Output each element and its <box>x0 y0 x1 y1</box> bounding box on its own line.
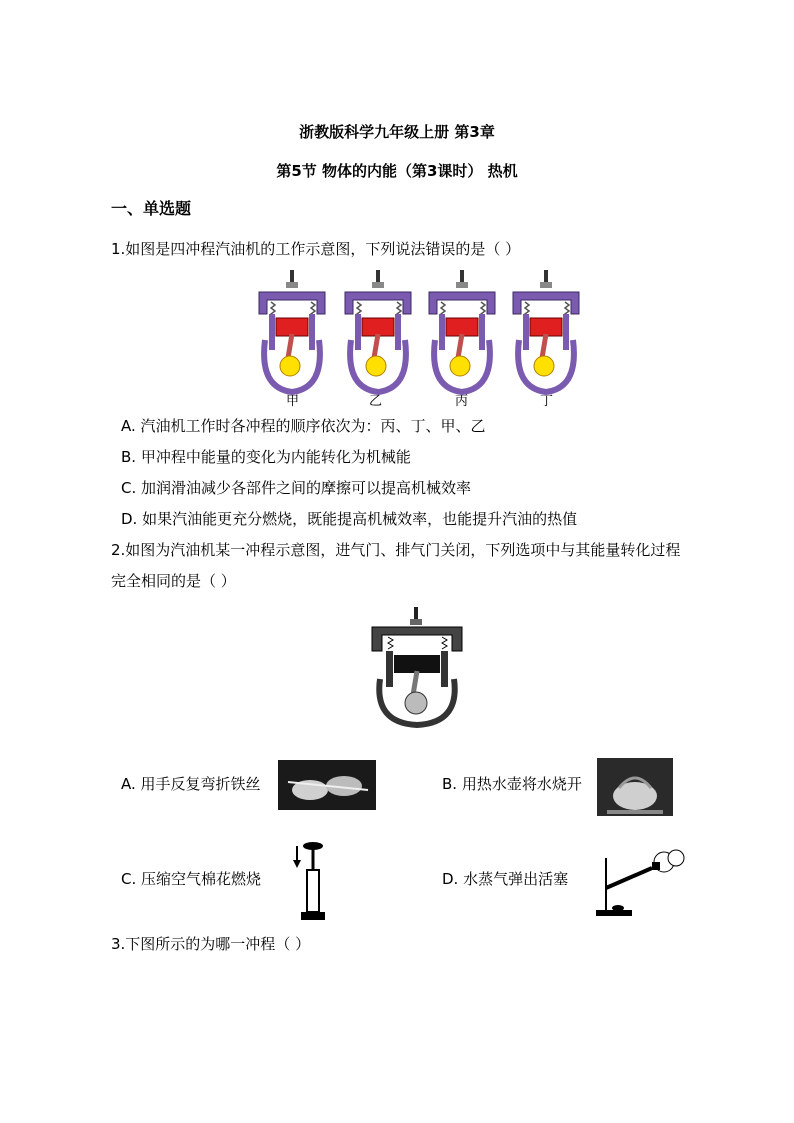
q1-option-d: D. 如果汽油能更充分燃烧，既能提高机械效率，也能提升汽油的热值 <box>121 510 578 528</box>
engine-label-bing: 丙 <box>455 394 469 409</box>
bending-wire-photo <box>278 760 376 810</box>
section-heading: 一、单选题 <box>111 199 192 218</box>
q2-stem-line1: 2.如图为汽油机某一冲程示意图，进气门、排气门关闭，下列选项中与其能量转化过程 <box>111 541 681 559</box>
q2-option-a: A. 用手反复弯折铁丝 <box>121 775 261 793</box>
steam-stopper-apparatus <box>592 848 688 918</box>
q2-option-b: B. 用热水壶将水烧开 <box>442 775 582 793</box>
q1-option-a: A. 汽油机工作时各冲程的顺序依次为：丙、丁、甲、乙 <box>121 417 486 435</box>
q1-engine-diagrams <box>255 268 585 412</box>
q1-option-c: C. 加润滑油减少各部件之间的摩擦可以提高机械效率 <box>121 479 472 497</box>
q1-stem: 1.如图是四冲程汽油机的工作示意图，下列说法错误的是（ ） <box>111 240 521 258</box>
q1-option-b: B. 甲冲程中能量的变化为内能转化为机械能 <box>121 448 411 466</box>
air-compression-apparatus <box>287 840 327 922</box>
q3-stem: 3.下图所示的为哪一冲程（ ） <box>111 935 311 953</box>
doc-title-line1: 浙教版科学九年级上册 第3章 <box>299 123 495 141</box>
kettle-photo <box>597 758 673 816</box>
q2-option-d: D. 水蒸气弹出活塞 <box>442 870 569 888</box>
q2-engine-diagram <box>368 605 466 729</box>
engine-label-jia: 甲 <box>286 394 300 409</box>
engine-label-ding: 丁 <box>540 394 554 409</box>
q2-stem-line2: 完全相同的是（ ） <box>111 572 236 590</box>
engine-label-yi: 乙 <box>369 394 383 409</box>
q2-option-c: C. 压缩空气棉花燃烧 <box>121 870 262 888</box>
doc-title-line2: 第5节 物体的内能（第3课时） 热机 <box>276 162 518 180</box>
